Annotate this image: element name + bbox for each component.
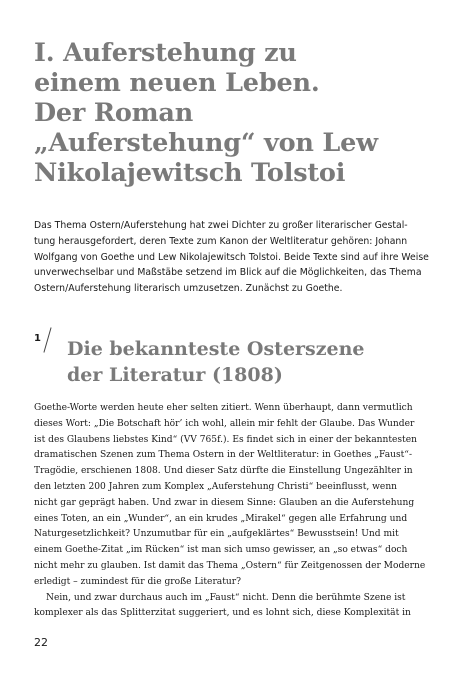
section-divider-slash (43, 327, 51, 352)
body-text (34, 401, 426, 622)
body-line: komplexer als das Splitterzitat suggeriert, und es lohnt sich, diese Komplexität in (34, 608, 411, 619)
body-line: dramatischen Szenen zum Thema Ostern in der Weltliteratur: in Goethes „Faust“- (34, 450, 413, 461)
intro-line: Das Thema Ostern/Auferstehung hat zwei Dichter zu großer literarischer Gestal- (34, 220, 408, 231)
body-line: Goethe-Worte werden heute eher selten zitiert. Wenn überhaupt, dann vermutlich (34, 403, 413, 413)
body-line: nicht gar geprägt haben. Und zwar in diesem Sinne: Glauben an die Auferstehung (34, 497, 415, 508)
intro-line: unverwechselbar und Maßstäbe setzend im Blick auf die Möglichkeiten, das Thema (34, 267, 422, 279)
body-line: erledigt – zumindest für die große Literatur? (34, 576, 241, 587)
body-line: nicht mehr zu glauben. Ist damit das Thema „Ostern“ für Zeitgenossen der Moderne (34, 560, 426, 571)
body-line: dieses Wort: „Die Botschaft hör’ ich wohl, allein mir fehlt der Glaube. Das Wunder (34, 418, 415, 429)
section-number: 1 (34, 333, 41, 344)
body-line: Nein, und zwar durchaus auch im „Faust“ nicht. Denn die berühmte Szene ist (46, 592, 406, 603)
intro-line: Ostern/Auferstehung literarisch umzusetzen. Zunächst zu Goethe. (34, 283, 343, 295)
chapter-title-line: Nikolajewitsch Tolstoi (34, 158, 346, 188)
chapter-title-line: „Auferstehung“ von Lew (34, 128, 378, 158)
body-line: den letzten 200 Jahren zum Komplex „Auferstehung Christi“ beeinflusst, wenn (34, 481, 398, 492)
chapter-title-line: I. Auferstehung zu (34, 38, 297, 68)
body-line: einem Goethe-Zitat „im Rücken“ ist man sich umso gewisser, an „so etwas“ doch (34, 545, 408, 556)
intro-paragraph (34, 218, 429, 297)
body-line: eines Toten, an ein „Wunder“, an ein krudes „Mirakel“ gegen alle Erfahrung und (34, 513, 408, 524)
chapter-title-line: einem neuen Leben. (34, 68, 320, 98)
intro-line: tung herausgefordert, deren Texte zum Kanon der Weltliteratur gehören: Johann (34, 235, 408, 247)
intro-line: Wolfgang von Goethe und Lew Nikolajewitsch Tolstoi. Beide Texte sind auf ihre Weise (34, 251, 429, 263)
chapter-title (34, 38, 434, 188)
chapter-title-line: Der Roman (34, 98, 194, 128)
body-line: Naturgesetzlichkeit? Unzumutbar für ein „aufgeklärtes“ Bewusstsein! Und mit (34, 529, 399, 540)
section-heading-line: Die bekannteste Osterszene (67, 338, 365, 360)
section-heading-line: der Literatur (1808) (67, 364, 283, 386)
body-line: ist des Glaubens liebstes Kind“ (VV 765f.). Es findet sich in einer der bekanntesten (34, 434, 417, 445)
section-heading (67, 336, 365, 388)
body-line: Tragödie, erschienen 1808. Und dieser Satz dürfte die Einstellung Ungezählter in (34, 466, 413, 477)
page-number: 22 (34, 636, 48, 649)
